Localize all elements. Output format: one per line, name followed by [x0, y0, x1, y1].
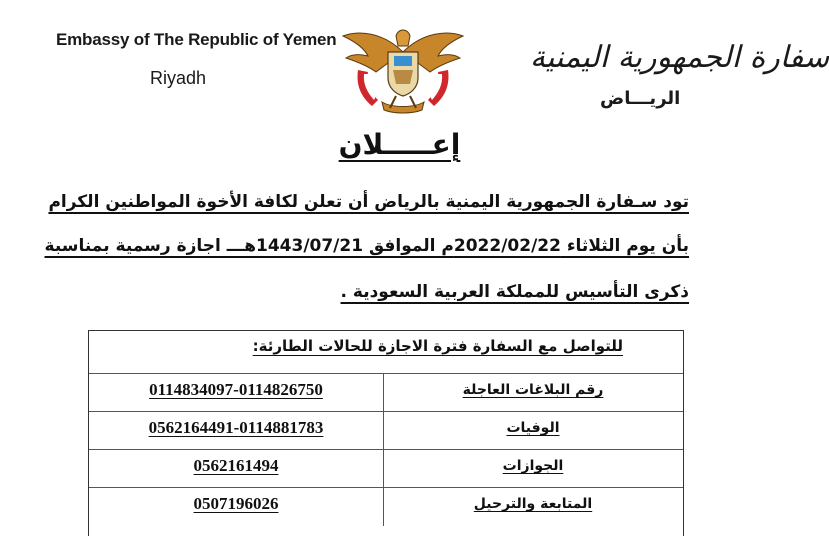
embassy-city-english: Riyadh [150, 68, 207, 88]
table-row [89, 373, 683, 412]
notice-line-2: بأن يوم الثلاثاء 2022/02/22م الموافق 1443/07/21هـــ اجازة رسمية بمناسبة [44, 236, 689, 256]
contact-number: 0562164491-0114881783 [148, 418, 324, 437]
contact-label: الوفيات [506, 420, 560, 436]
notice-line-3: ذكرى التأسيس للمملكة العربية السعودية . [340, 282, 689, 302]
contacts-table-header: للتواصل مع السفارة فترة الاجازة للحالات الطارئة: [252, 337, 623, 355]
contact-label: الجوازات [502, 458, 564, 474]
embassy-city-arabic: الريـــاض [600, 88, 681, 109]
contact-label: المتابعة والترحيل [473, 496, 593, 512]
table-row [89, 411, 683, 450]
yemen-emblem-icon [338, 22, 468, 120]
emergency-contacts-table [88, 330, 684, 536]
contact-label: رقم البلاغات العاجلة [462, 382, 604, 398]
table-row [89, 487, 683, 526]
contact-number: 0507196026 [193, 494, 279, 513]
contact-number: 0562161494 [193, 456, 279, 475]
contact-number: 0114834097-0114826750 [149, 380, 323, 399]
embassy-name-english: Embassy of The Republic of Yemen [56, 30, 337, 49]
notice-line-1: تود سـفارة الجمهورية اليمنية بالرياض أن تعلن لكافة الأخوة المواطنين الكرام [48, 192, 689, 212]
embassy-name-arabic: سفارة الجمهورية اليمنية [530, 40, 829, 75]
table-row [89, 449, 683, 488]
notice-title: إعـــــلان [338, 128, 461, 161]
